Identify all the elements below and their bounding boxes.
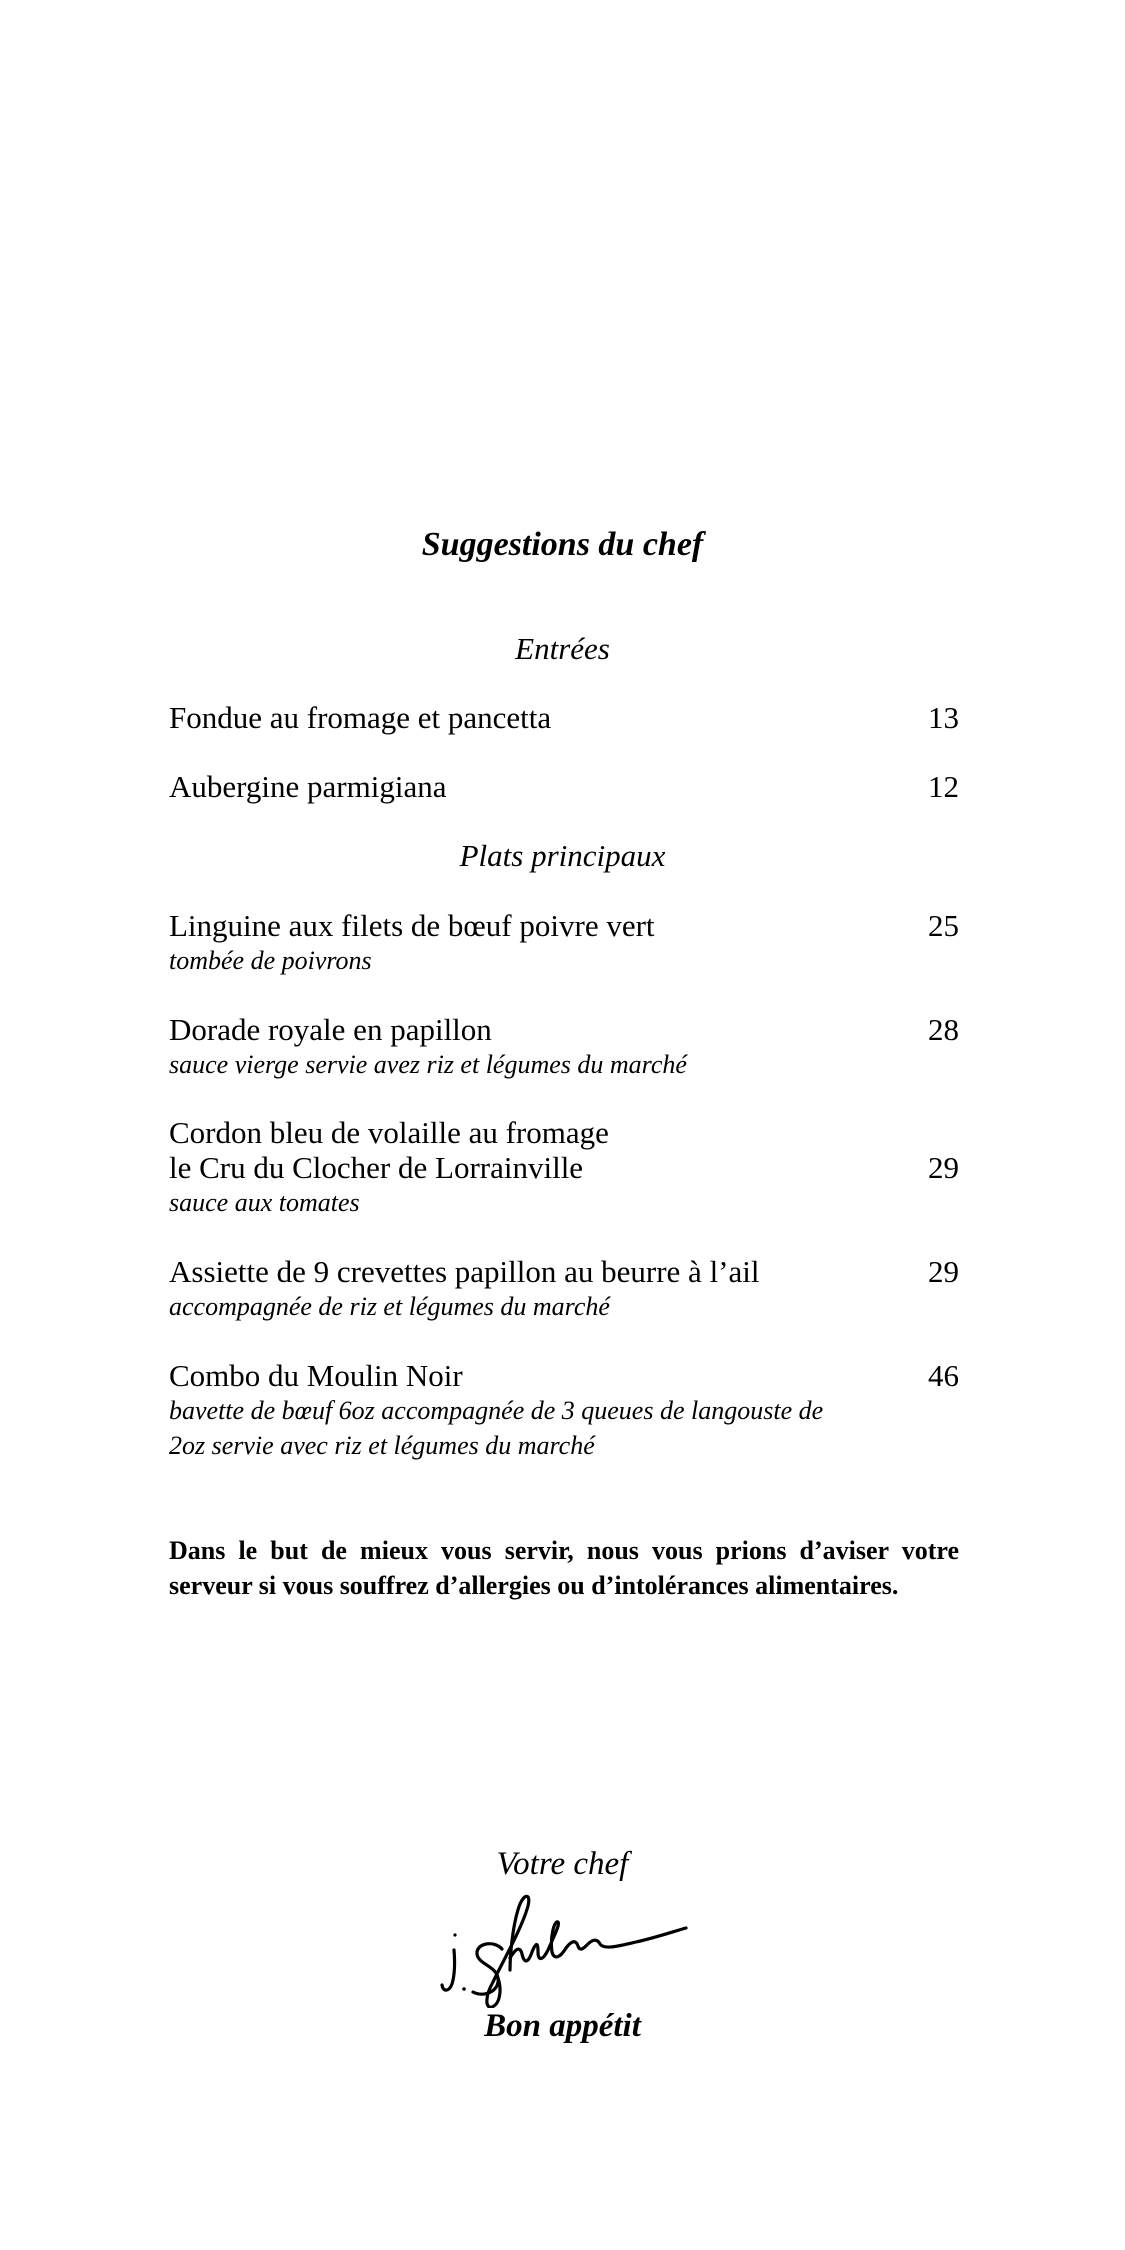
menu-item-name: Combo du Moulin Noir <box>169 1358 463 1393</box>
menu-item-description: tombée de poivrons <box>169 946 372 975</box>
menu-item-name: Cordon bleu de volaille au fromage le Cru du Clocher de Lorrainville <box>169 1115 609 1185</box>
menu-item-price: 28 <box>928 1012 959 1047</box>
menu-item <box>169 769 959 804</box>
menu-item-name: Dorade royale en papillon <box>169 1012 492 1047</box>
menu-item <box>169 908 959 978</box>
menu-item-description: sauce vierge servie avez riz et légumes du marché <box>169 1050 687 1079</box>
signature-icon <box>440 1888 690 2008</box>
menu-item-description: sauce aux tomates <box>169 1188 360 1217</box>
menu-item <box>169 1115 959 1220</box>
menu-item-price: 13 <box>928 700 959 735</box>
section-heading-plats-principaux: Plats principaux <box>459 838 666 873</box>
menu-item-price: 29 <box>928 1150 959 1185</box>
menu-item <box>169 1012 959 1082</box>
menu-item <box>169 1358 959 1463</box>
menu-item-name: Aubergine parmigiana <box>169 769 447 804</box>
menu-item-price: 12 <box>928 769 959 804</box>
menu-item-name: Linguine aux filets de bœuf poivre vert <box>169 908 655 943</box>
menu-item <box>169 700 959 735</box>
menu-item <box>169 1254 959 1324</box>
chef-signoff: Votre chef <box>496 1846 629 1882</box>
menu-item-description: bavette de bœuf 6oz accompagnée de 3 queues de langouste de 2oz servie avec riz et légumes du marché <box>169 1396 824 1460</box>
menu-item-description: accompagnée de riz et légumes du marché <box>169 1292 610 1321</box>
menu-item-name: Assiette de 9 crevettes papillon au beurre à l’ail <box>169 1254 760 1289</box>
allergy-notice: Dans le but de mieux vous servir, nous vous prions d’aviser votre serveur si vous souffrez d’allergies ou d’intolérances alimentaires. <box>169 1536 959 1600</box>
section-heading-entrees: Entrées <box>515 631 610 666</box>
menu-item-price: 25 <box>928 908 959 943</box>
menu-item-price: 46 <box>928 1358 959 1393</box>
bon-appetit: Bon appétit <box>484 2008 641 2044</box>
menu-title: Suggestions du chef <box>421 526 704 563</box>
menu-item-price: 29 <box>928 1254 959 1289</box>
menu-item-name: Fondue au fromage et pancetta <box>169 700 552 735</box>
